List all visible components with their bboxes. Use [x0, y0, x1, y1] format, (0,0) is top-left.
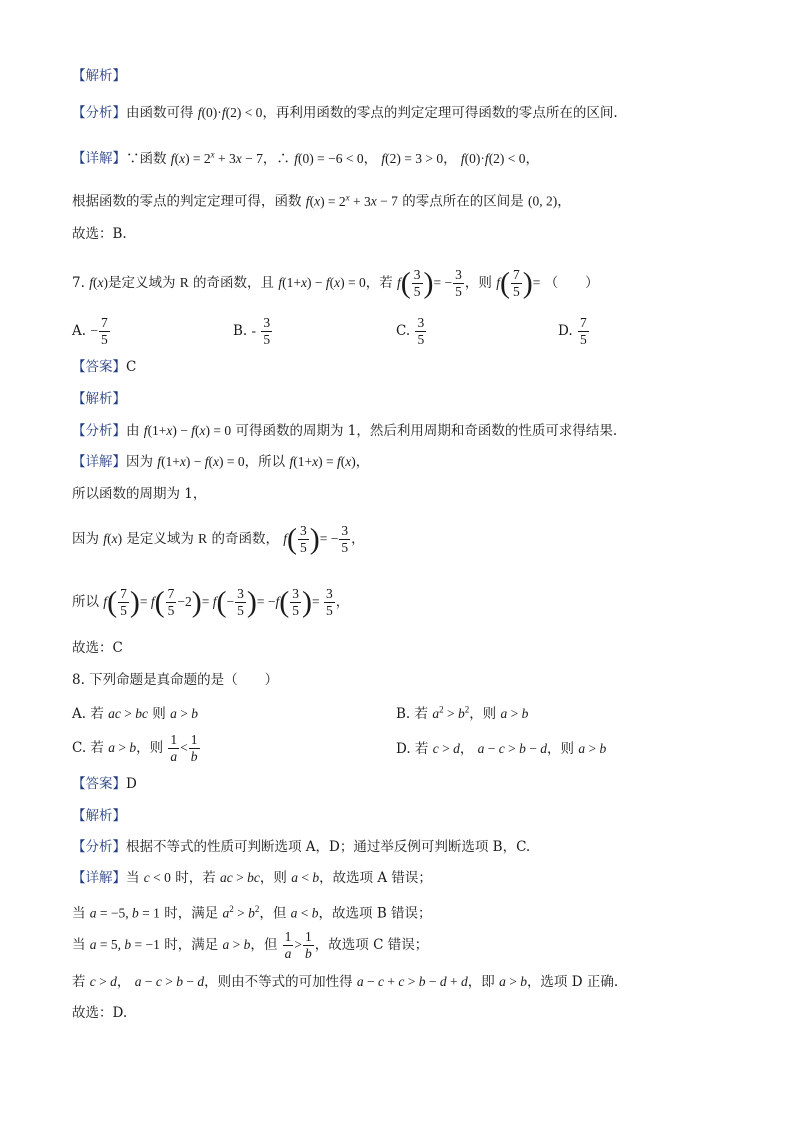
q7-option-b[interactable]: B. - $\frac{3}{5}$ [233, 315, 271, 347]
q8-option-c-label: C. [72, 740, 87, 756]
q7-option-d[interactable]: D. $\frac{7}{5}$ [558, 315, 587, 347]
q7-answer-line: 故选：C [72, 640, 123, 656]
q7-option-a-label: A. [72, 323, 87, 339]
q8-option-b-label: B. [396, 706, 411, 722]
q8-line-d: 若 c > d， a − c > b − d，则由不等式的可加性得 a − c + c > b − d + d，即 a > b，选项 D 正确. [72, 974, 619, 990]
q7-option-a[interactable]: A. − $\frac{7}{5}$ [72, 315, 108, 347]
q7-number: 7. [72, 275, 85, 291]
q8-answer-line: 故选：D. [72, 1005, 128, 1021]
q6-line2: 根据函数的零点的判定定理可得，函数 $f(x) = 2^x + 3x - 7$ 的零点所在的区间是 (0, 2)， [72, 192, 571, 210]
q8-answer [72, 774, 137, 794]
q6-answer-line: 故选：B. [72, 226, 127, 242]
q8-stem: 8. 下列命题是真命题的是（ ） [72, 672, 279, 688]
fenxi-tag: 【分析】 [72, 839, 126, 855]
q7-detail: 【详解】因为 f(1+x) − f(x) = 0，所以 f(1+x) = f(x)， [72, 454, 370, 470]
q8-analysis [72, 837, 530, 857]
xiangjie-tag: 【详解】 [72, 870, 126, 886]
xiangjie-tag: 【详解】 [72, 454, 126, 470]
q8-line-b: 当 a = −5, b = 1 时，满足 $a^2 > b^2$，但 a < b，故选项 B 错误； [72, 904, 432, 922]
daan-tag: 【答案】 [72, 359, 126, 375]
q7-option-c[interactable]: C. $\frac{3}{5}$ [396, 315, 425, 347]
q7-answer [72, 357, 136, 377]
q7-period-line: 所以函数的周期为 1， [72, 486, 207, 502]
q7-calc-line: 所以 f( $\frac{7}{5}$ )= f( $\frac{7}{5}$ −2)= f(− $\frac{3}{5}$ )= −f( $\frac{3}{5}$ )= $\frac{3}{5}$ ， [72, 585, 350, 619]
q8-detail: 【详解】当 c < 0 时，若 ac > bc，则 a < b，故选项 A 错误； [72, 870, 432, 886]
q8-analysis-text: 根据不等式的性质可判断选项 A，D；通过举反例可判断选项 B，C. [126, 839, 531, 855]
q7-jiexi-tag: 【解析】 [72, 391, 126, 407]
q8-option-d-label: D. [396, 741, 411, 757]
q7-option-c-label: C. [396, 323, 411, 339]
daan-tag: 【答案】 [72, 776, 126, 792]
q6-analysis-text: 由函数可得 f(0)·f(2) < 0，再利用函数的零点的判定定理可得函数的零点所在的区间. [126, 105, 618, 121]
q8-option-c[interactable]: C. 若 a > b，则 $\frac{1}{a}$ < $\frac{1}{b}$ [72, 732, 198, 764]
fenxi-tag: 【分析】 [72, 105, 126, 121]
q8-line-c: 当 a = 5, b = −1 时，满足 a > b，但 $\frac{1}{a}$ > $\frac{1}{b}$ ，故选项 C 错误； [72, 929, 429, 961]
q7-stem: 7. f(x)是定义域为 R 的奇函数，且 f(1+x) − f(x) = 0，若 f( $\frac{3}{5}$ )= − $\frac{3}{5}$ ，则 f( $\frac{7}{5}$ )= （ ） [72, 266, 599, 300]
q7-option-d-label: D. [558, 323, 573, 339]
q7-analysis: 【分析】由 f(1+x) − f(x) = 0 可得函数的周期为 1，然后利用周期和奇函数的性质可求得结果. [72, 423, 618, 439]
q7-answer-value: C [126, 359, 137, 375]
fenxi-tag: 【分析】 [72, 423, 126, 439]
q6-detail-text: ∵函数 $f(x) = 2^x + 3x - 7$，∴ f(0) = −6 < 0， f(2) = 3 > 0， f(0)·f(2) < 0， [126, 149, 540, 167]
xiangjie-tag: 【详解】 [72, 150, 126, 167]
jiexi-tag: 【解析】 [72, 68, 126, 84]
q8-option-d[interactable]: D. 若 c > d， a − c > b − d，则 a > b [396, 741, 607, 757]
q6-analysis [72, 103, 618, 123]
q7-odd-line: 因为 f(x) 是定义域为 R 的奇函数， f( $\frac{3}{5}$ )= − $\frac{3}{5}$ ， [72, 522, 365, 556]
q6-detail [72, 144, 539, 169]
q8-option-b[interactable]: B. 若 $a^2 > b^2$，则 a > b [396, 704, 529, 722]
q8-jiexi-tag: 【解析】 [72, 808, 126, 824]
q7-option-b-label: B. [233, 323, 248, 339]
q8-option-a-label: A. [72, 706, 87, 722]
q8-option-a[interactable]: A. 若 ac > bc 则 a > b [72, 706, 198, 722]
q8-answer-value: D [126, 776, 137, 792]
